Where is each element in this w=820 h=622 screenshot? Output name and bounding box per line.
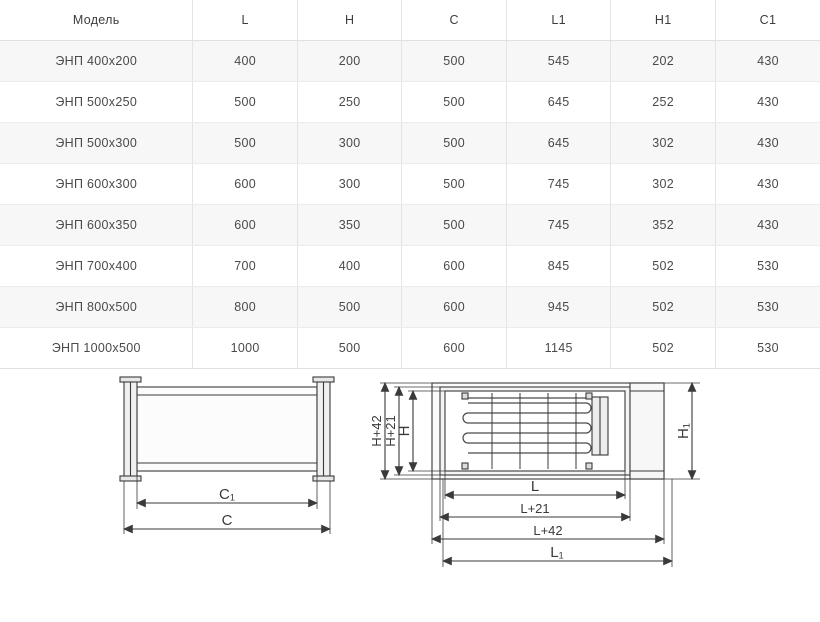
cell-l: 700 [193, 246, 298, 287]
cell-h1: 302 [611, 123, 716, 164]
dim-label-l-plus-42: L+42 [533, 523, 563, 538]
table-row [0, 123, 820, 164]
cell-model: ЭНП 500x300 [0, 123, 193, 164]
cell-c1: 430 [715, 82, 820, 123]
column-header-model: Модель [0, 0, 193, 41]
cell-l1: 745 [506, 164, 611, 205]
table-row [0, 205, 820, 246]
table-row [0, 246, 820, 287]
cell-h: 500 [297, 287, 402, 328]
cell-l: 400 [193, 41, 298, 82]
cell-c1: 530 [715, 246, 820, 287]
cell-l1: 945 [506, 287, 611, 328]
cell-c: 500 [402, 82, 507, 123]
cell-model: ЭНП 800x500 [0, 287, 193, 328]
dim-label-c1: C₁ [219, 486, 235, 503]
table-row [0, 328, 820, 369]
cell-model: ЭНП 600x300 [0, 164, 193, 205]
column-header-l: L [193, 0, 298, 41]
table-row [0, 287, 820, 328]
column-header-h: H [297, 0, 402, 41]
cell-h1: 302 [611, 164, 716, 205]
dim-label-l-plus-21: L+21 [520, 501, 550, 516]
cell-h1: 352 [611, 205, 716, 246]
cell-c1: 530 [715, 287, 820, 328]
cell-h: 200 [297, 41, 402, 82]
cell-c1: 430 [715, 164, 820, 205]
dim-label-l: L [530, 478, 540, 495]
cell-h1: 202 [611, 41, 716, 82]
cell-l1: 545 [506, 41, 611, 82]
dim-label-h1: H₁ [675, 423, 692, 439]
dim-label-h-plus-42: H+42 [369, 415, 384, 447]
dim-label-h-plus-21: H+21 [383, 415, 398, 447]
cell-c1: 530 [715, 328, 820, 369]
cell-c: 500 [402, 164, 507, 205]
column-header-l1: L1 [506, 0, 611, 41]
cell-model: ЭНП 600x350 [0, 205, 193, 246]
cell-h: 350 [297, 205, 402, 246]
side-view [120, 377, 334, 534]
cell-l: 600 [193, 164, 298, 205]
cell-h: 300 [297, 164, 402, 205]
cell-c: 500 [402, 41, 507, 82]
cell-h1: 502 [611, 328, 716, 369]
table-header-row [0, 0, 820, 41]
cell-h1: 502 [611, 246, 716, 287]
cell-l1: 845 [506, 246, 611, 287]
cell-model: ЭНП 700x400 [0, 246, 193, 287]
cell-model: ЭНП 1000x500 [0, 328, 193, 369]
table-header [0, 0, 820, 41]
table-body [0, 41, 820, 369]
cell-h: 250 [297, 82, 402, 123]
table-row [0, 82, 820, 123]
column-header-c: C [402, 0, 507, 41]
cell-h: 500 [297, 328, 402, 369]
cell-l: 800 [193, 287, 298, 328]
column-header-h1: H1 [611, 0, 716, 41]
cell-c1: 430 [715, 41, 820, 82]
cell-c: 600 [402, 246, 507, 287]
cell-l: 1000 [193, 328, 298, 369]
table-row [0, 41, 820, 82]
cell-h1: 502 [611, 287, 716, 328]
cell-l: 500 [193, 123, 298, 164]
cell-l1: 645 [506, 123, 611, 164]
cell-c1: 430 [715, 123, 820, 164]
cell-model: ЭНП 500x250 [0, 82, 193, 123]
technical-drawing [0, 369, 820, 619]
cell-h: 400 [297, 246, 402, 287]
cell-model: ЭНП 400x200 [0, 41, 193, 82]
cell-h1: 252 [611, 82, 716, 123]
cell-l1: 745 [506, 205, 611, 246]
cell-l1: 1145 [506, 328, 611, 369]
column-header-c1: C1 [715, 0, 820, 41]
cell-c: 500 [402, 123, 507, 164]
dim-label-c: C [221, 512, 233, 529]
cell-c: 500 [402, 205, 507, 246]
drawing-svg [0, 369, 820, 619]
cell-h: 300 [297, 123, 402, 164]
cell-l: 600 [193, 205, 298, 246]
dim-label-h: H [396, 425, 413, 437]
dim-label-l1: L₁ [550, 544, 564, 561]
table-row [0, 164, 820, 205]
cell-l1: 645 [506, 82, 611, 123]
cell-c: 600 [402, 287, 507, 328]
cell-c1: 430 [715, 205, 820, 246]
cell-l: 500 [193, 82, 298, 123]
cell-c: 600 [402, 328, 507, 369]
front-view [380, 383, 700, 567]
